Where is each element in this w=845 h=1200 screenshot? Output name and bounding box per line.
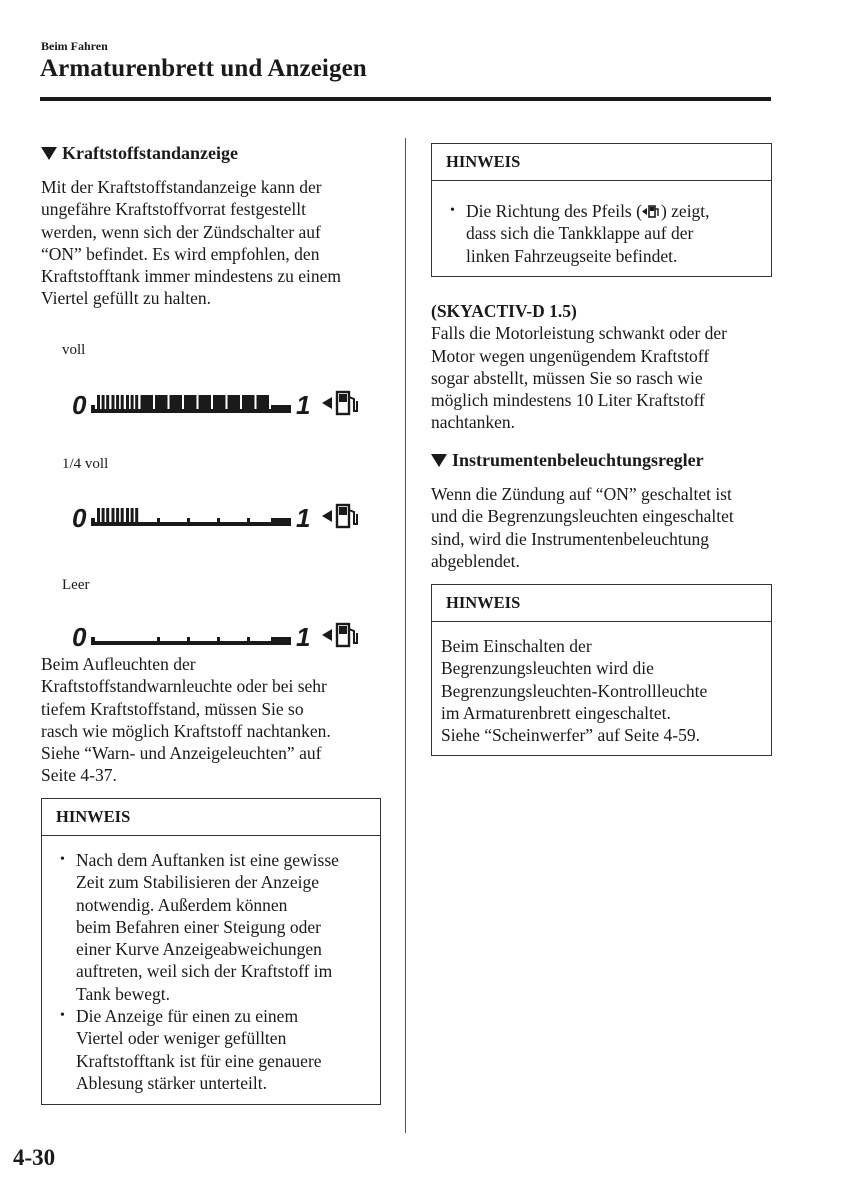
fuel-gauge-quarter <box>70 500 370 534</box>
gauge-segment <box>141 395 154 411</box>
hinweis-line: Begrenzungsleuchten-Kontrollleuchte <box>441 680 708 701</box>
skyactiv-line: möglich mindestens 10 Liter Kraftstoff <box>431 390 705 411</box>
skyactiv-title: (SKYACTIV-D 1.5) <box>431 301 577 321</box>
bullet-line: Ablesung stärker unterteilt. <box>76 1072 267 1093</box>
gauge-max-label: 1 <box>296 503 311 533</box>
page-title: Armaturenbrett und Anzeigen <box>40 55 367 82</box>
hinweis-line: im Armaturenbrett eingeschaltet. <box>441 702 671 723</box>
gauge-max-label: 1 <box>296 390 311 420</box>
warning-line: rasch wie möglich Kraftstoff nachtanken. <box>41 720 331 741</box>
gauge-segment <box>102 508 105 524</box>
gauge-tick <box>247 405 250 410</box>
hinweis-box-illumination <box>431 584 772 756</box>
warning-line: Seite 4-37. <box>41 765 117 786</box>
para-line: sind, wird die Instrumentenbeleuchtung <box>431 528 709 549</box>
gauge-min-label: 0 <box>72 390 87 420</box>
arrow-text-before: Die Richtung des Pfeils ( <box>466 201 642 221</box>
fuel-pump-window <box>339 394 347 402</box>
hinweis-title: HINWEIS <box>432 585 771 622</box>
hinweis-line: Siehe “Scheinwerfer” auf Seite 4-59. <box>441 725 700 746</box>
para-line: abgeblendet. <box>431 550 520 571</box>
gauge-segment <box>102 395 105 411</box>
para-line: und die Begrenzungsleuchten eingeschaltet <box>431 506 734 527</box>
triangle-marker-icon <box>431 454 447 467</box>
hinweis-body <box>432 622 771 746</box>
gauge-baseline <box>91 641 291 645</box>
gauge-label-empty: Leer <box>62 577 90 593</box>
gauge-segment <box>121 508 124 524</box>
bullet-line: dass sich die Tankklappe auf der <box>466 223 694 244</box>
column-divider <box>405 138 406 1133</box>
gauge-start-block <box>91 637 95 645</box>
illumination-heading <box>431 450 704 471</box>
skyactiv-line: nachtanken. <box>431 412 516 433</box>
hinweis-body <box>432 181 771 267</box>
gauge-tick <box>157 637 160 642</box>
arrow-left-icon <box>322 510 332 522</box>
bullet-line <box>466 200 761 222</box>
fuel-gauge-heading-text: Kraftstoffstandanzeige <box>62 143 238 163</box>
gauge-end-block <box>271 518 291 526</box>
gauge-segment <box>135 508 138 524</box>
gauge-segment <box>97 395 100 411</box>
fuel-pump-icon <box>337 505 357 527</box>
para-line: Wenn die Zündung auf “ON” geschaltet ist <box>431 484 732 504</box>
bullet-line: linken Fahrzeugseite befindet. <box>466 245 678 266</box>
gauge-segment <box>228 395 241 411</box>
triangle-marker-icon <box>41 147 57 160</box>
illumination-text <box>431 483 781 572</box>
gauge-segment <box>257 395 270 411</box>
illumination-heading-text: Instrumentenbeleuchtungsregler <box>452 450 704 470</box>
bullet-line: beim Befahren einer Steigung oder <box>76 916 321 937</box>
bullet-line: einer Kurve Anzeigeabweichungen <box>76 939 322 960</box>
hinweis-body <box>42 836 380 1094</box>
gauge-segment <box>126 395 129 411</box>
gauge-tick <box>187 637 190 642</box>
fuel-pump-icon <box>337 392 357 414</box>
warning-line: Kraftstoffstandwarnleuchte oder bei sehr <box>41 676 327 697</box>
hinweis-title: HINWEIS <box>42 799 380 836</box>
gauge-end-block <box>271 405 291 413</box>
bullet-line: auftreten, weil sich der Kraftstoff im <box>76 961 333 982</box>
gauge-segment <box>97 508 100 524</box>
skyactiv-line: sogar abstellt, müssen Sie so rasch wie <box>431 367 703 388</box>
gauge-tick <box>187 518 190 523</box>
intro-line: ungefähre Kraftstoffvorrat festgestellt <box>41 199 306 220</box>
hinweis-title: HINWEIS <box>432 144 771 181</box>
gauge-max-label: 1 <box>296 622 311 652</box>
hinweis-box-left <box>41 798 381 1105</box>
fuel-pump-hose <box>349 397 357 411</box>
hinweis-bullet <box>448 200 761 267</box>
arrow-text-after: ) zeigt, <box>660 201 710 221</box>
gauge-segment <box>121 395 124 411</box>
gauge-segment <box>112 508 115 524</box>
fuel-pump-window <box>339 507 347 515</box>
warning-line: Siehe “Warn- und Anzeigeleuchten” auf <box>41 743 322 764</box>
bullet-line: Zeit zum Stabilisieren der Anzeige <box>76 872 319 893</box>
hinweis-line: Beim Einschalten der <box>441 636 592 656</box>
section-label: Beim Fahren <box>41 39 108 53</box>
intro-line: werden, wenn sich der Zündschalter auf <box>41 221 321 242</box>
fuel-pump-hose <box>349 510 357 524</box>
fuel-gauge-empty <box>70 619 370 653</box>
bullet-line: Tank bewegt. <box>76 983 171 1004</box>
gauge-segment <box>199 395 212 411</box>
bullet-line: • Nach dem Auftanken ist eine gewisse <box>76 850 339 870</box>
gauge-segment <box>135 395 138 411</box>
gauge-tick <box>157 405 160 410</box>
gauge-min-label: 0 <box>72 503 87 533</box>
fuel-gauge-intro <box>41 176 401 310</box>
gauge-tick <box>217 637 220 642</box>
warning-line: Beim Aufleuchten der <box>41 654 196 674</box>
skyactiv-line: Motor wegen ungenügendem Kraftstoff <box>431 345 710 366</box>
page-number: 4-30 <box>13 1145 56 1170</box>
gauge-label-quarter: 1/4 voll <box>62 456 109 472</box>
gauge-segment <box>116 508 119 524</box>
gauge-segment <box>116 395 119 411</box>
gauge-segment <box>155 395 168 411</box>
warning-line: tiefem Kraftstoffstand, müssen Sie so <box>41 698 304 719</box>
gauge-segment <box>112 395 115 411</box>
hinweis-bullet <box>58 1005 370 1094</box>
hinweis-box-arrow <box>431 143 772 277</box>
gauge-tick <box>247 637 250 642</box>
gauge-start-block <box>91 518 95 526</box>
title-rule <box>40 97 771 101</box>
fuel-pump-window <box>339 626 347 634</box>
bullet-line: notwendig. Außerdem können <box>76 894 288 915</box>
gauge-segment <box>131 395 134 411</box>
gauge-segment <box>106 508 109 524</box>
hinweis-line: Begrenzungsleuchten wird die <box>441 658 654 679</box>
bullet-line: Viertel oder weniger gefüllten <box>76 1028 287 1049</box>
intro-line: Viertel gefüllt zu halten. <box>41 288 211 309</box>
gauge-segment <box>126 508 129 524</box>
fuel-pump-arrow-icon <box>642 204 661 219</box>
gauge-start-block <box>91 405 95 413</box>
intro-line: Kraftstofftank immer mindestens zu einem <box>41 266 342 287</box>
gauge-tick <box>247 518 250 523</box>
bullet-line: Kraftstofftank ist für eine genauere <box>76 1050 322 1071</box>
gauge-min-label: 0 <box>72 622 87 652</box>
gauge-tick <box>187 405 190 410</box>
skyactiv-block <box>431 300 781 434</box>
gauge-tick <box>217 518 220 523</box>
gauge-tick <box>157 518 160 523</box>
fuel-pump-icon <box>337 624 357 646</box>
fuel-gauge-full <box>70 387 370 421</box>
intro-line: “ON” befindet. Es wird empfohlen, den <box>41 243 320 264</box>
fuel-pump-hose <box>349 629 357 643</box>
skyactiv-line: Falls die Motorleistung schwankt oder der <box>431 323 727 344</box>
gauge-segment <box>184 395 197 411</box>
fuel-gauge-heading <box>41 143 238 164</box>
gauge-end-block <box>271 637 291 645</box>
gauge-segment <box>131 508 134 524</box>
arrow-left-icon <box>322 629 332 641</box>
arrow-left-icon <box>322 397 332 409</box>
gauge-segment <box>106 395 109 411</box>
gauge-segment <box>170 395 183 411</box>
intro-line: Mit der Kraftstoffstandanzeige kann der <box>41 177 322 197</box>
gauge-label-full: voll <box>62 342 86 358</box>
gauge-tick <box>217 405 220 410</box>
bullet-line: • Die Anzeige für einen zu einem <box>76 1006 299 1027</box>
low-fuel-warning-text <box>41 653 401 787</box>
hinweis-bullet <box>58 849 370 1005</box>
